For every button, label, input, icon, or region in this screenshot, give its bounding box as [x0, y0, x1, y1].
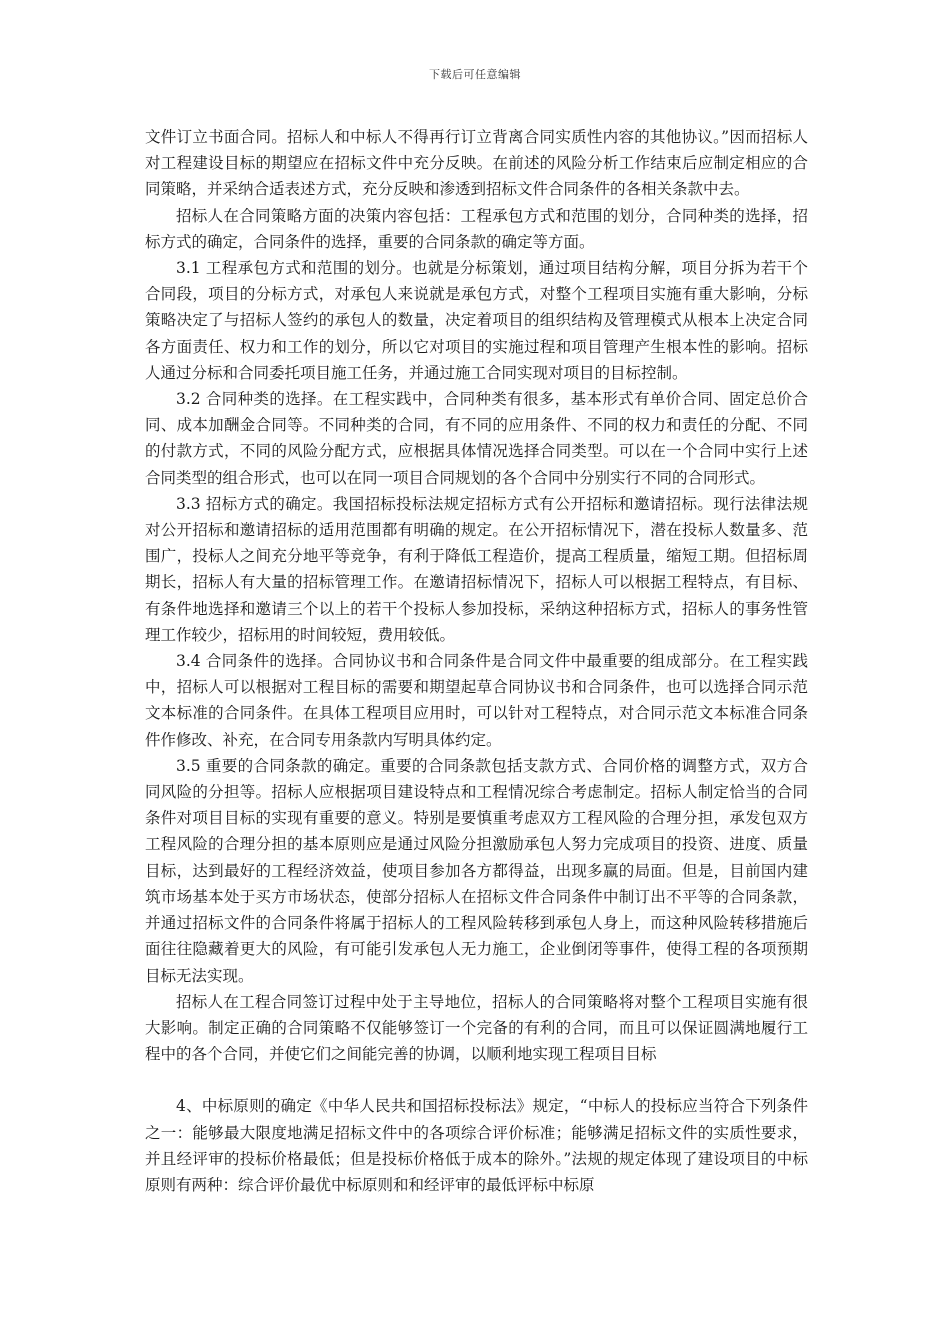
document-body — [145, 124, 808, 1198]
paragraph-3-4: 3.4 合同条件的选择。合同协议书和合同条件是合同文件中最重要的组成部分。在工程实践中，招标人可以根据对工程目标的需要和期望起草合同协议书和合同条件，也可以选择合同示范文本标准的合同条件。在具体工程项目应用时，可以针对工程特点，对合同示范文本标准合同条件作修改、补充，在合同专用条款内写明具体约定。 — [145, 652, 808, 749]
paragraph-contract-strategy-summary: 招标人在工程合同签订过程中处于主导地位，招标人的合同策略将对整个工程项目实施有很大影响。制定正确的合同策略不仅能够签订一个完备的有利的合同，而且可以保证圆满地履行工程中的各个合同，并使它们之间能完善的协调，以顺利地实现工程项目目标 — [145, 992, 808, 1064]
paragraph-3-1: 3.1 工程承包方式和范围的划分。也就是分标策划，通过项目结构分解，项目分拆为若干个合同段，项目的分标方式，对承包人来说就是承包方式，对整个工程项目实施有重大影响，分标策略决定了与招标人签约的承包人的数量，决定着项目的组织结构及管理模式从根本上决定合同各方面责任、权力和工作的划分，所以它对项目的实施过程和项目管理产生根本性的影响。招标人通过分标和合同委托项目施工任务，并通过施工合同实现对项目的目标控制。 — [145, 259, 808, 382]
paragraph-3-3: 3.3 招标方式的确定。我国招标投标法规定招标方式有公开招标和邀请招标。现行法律法规对公开招标和邀请招标的适用范围都有明确的规定。在公开招标情况下，潜在投标人数量多、范围广，投标人之间充分地平等竞争，有利于降低工程造价，提高工程质量，缩短工期。但招标周期长，招标人有大量的招标管理工作。在邀请招标情况下，招标人可以根据工程特点，有目标、有条件地选择和邀请三个以上的若干个投标人参加投标，采纳这种招标方式，招标人的事务性管理工作较少，招标用的时间较短，费用较低。 — [145, 494, 808, 644]
paragraph-4-bid-principle: 4、中标原则的确定《中华人民共和国招标投标法》规定，“中标人的投标应当符合下列条件之一：能够最大限度地满足招标文件中的各项综合评价标准；能够满足招标文件的实质性要求，并且经评审的投标价格最低；但是投标价格低于成本的除外。”法规的规定体现了建设项目的中标原则有两种：综合评价最优中标原则和和经评审的最低评标中标原 — [145, 1097, 808, 1194]
paragraph-contract-strategy-intro: 招标人在合同策略方面的决策内容包括：工程承包方式和范围的划分，合同种类的选择，招标方式的确定，合同条件的选择，重要的合同条款的确定等方面。 — [145, 206, 808, 251]
paragraph-3-5: 3.5 重要的合同条款的确定。重要的合同条款包括支款方式、合同价格的调整方式，双方合同风险的分担等。招标人应根据项目建设特点和工程情况综合考虑制定。招标人制定恰当的合同条件对项目目标的实现有重要的意义。特别是要慎重考虑双方工程风险的合理分担，承发包双方工程风险的合理分担的基本原则应是通过风险分担激励承包人努力完成项目的投资、进度、质量目标，达到最好的工程经济效益，使项目参加各方都得益，出现多赢的局面。但是，目前国内建筑市场基本处于买方市场状态，使部分招标人在招标文件合同条件中制订出不平等的合同条款，并通过招标文件的合同条件将属于招标人的工程风险转移到承包人身上，而这种风险转移措施后面往往隐藏着更大的风险，有可能引发承包人无力施工，企业倒闭等事件，使得工程的各项预期目标无法实现。 — [145, 756, 808, 985]
paragraph-continuation: 文件订立书面合同。招标人和中标人不得再行订立背离合同实质性内容的其他协议。”因而招标人对工程建设目标的期望应在招标文件中充分反映。在前述的风险分析工作结束后应制定相应的合同策略，并采纳合适表述方式，充分反映和渗透到招标文件合同条件的各相关条款中去。 — [145, 128, 808, 199]
page-header: 下载后可任意编辑 — [429, 68, 521, 81]
paragraph-3-2: 3.2 合同种类的选择。在工程实践中，合同种类有很多，基本形式有单价合同、固定总价合同、成本加酬金合同等。不同种类的合同，有不同的应用条件、不同的权力和责任的分配、不同的付款方式，不同的风险分配方式，应根据具体情况选择合同类型。可以在一个合同中实行上述合同类型的组合形式，也可以在同一项目合同规划的各个合同中分别实行不同的合同形式。 — [145, 390, 808, 487]
